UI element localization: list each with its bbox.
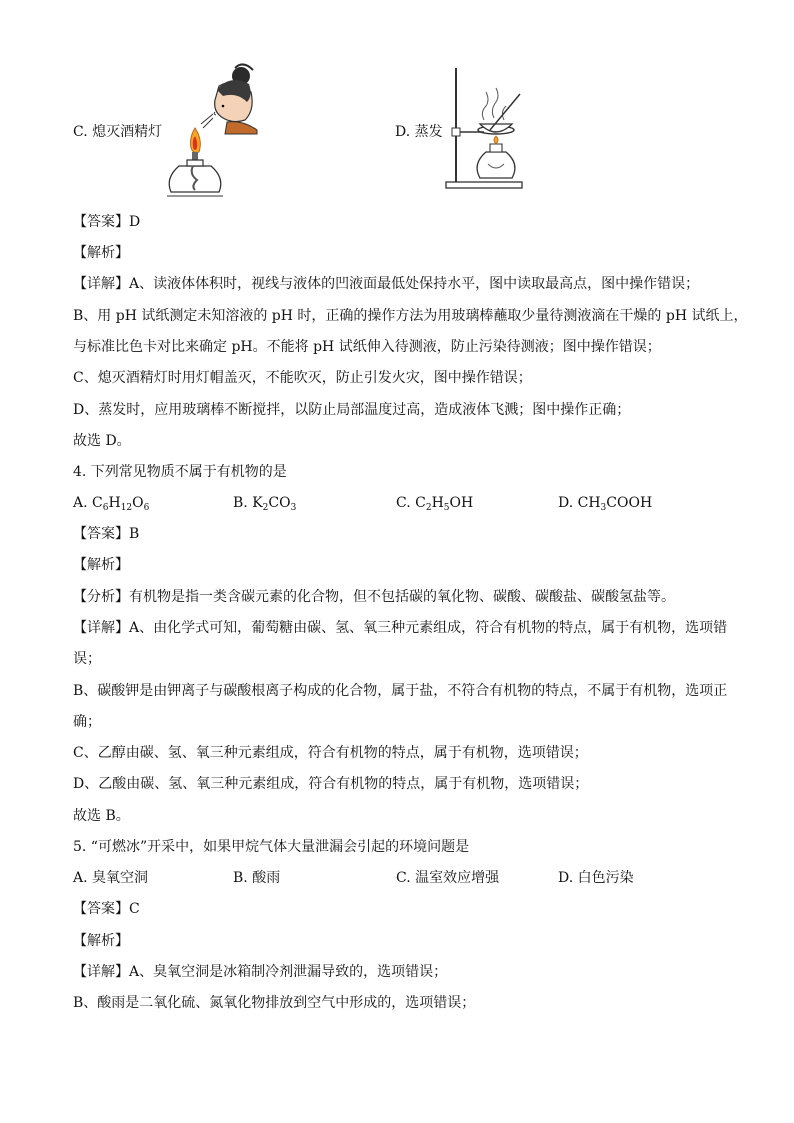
q4-explanation-line: 【分析】有机物是指一类含碳元素的化合物，但不包括碳的氧化物、碳酸、碳酸盐、碳酸氢盐等。 bbox=[73, 589, 675, 605]
evaporation-apparatus-illustration bbox=[444, 64, 524, 192]
q3-explanation-line: B、用 pH 试纸测定未知溶液的 pH 时，正确的操作方法为用玻璃棒蘸取少量待测液滴在干燥的 pH 试纸上， bbox=[73, 308, 748, 324]
option-c-label: C. 熄灭酒精灯 bbox=[73, 124, 163, 140]
q5-option-b: B. 酸雨 bbox=[233, 870, 281, 886]
q3-answer: 【答案】D bbox=[73, 214, 141, 230]
q3-explanation-line: D、蒸发时，应用玻璃棒不断搅拌，以防止局部温度过高，造成液体飞溅；图中操作正确； bbox=[73, 402, 631, 418]
q4-explanation-line: C、乙醇由碳、氢、氧三种元素组成，符合有机物的特点，属于有机物，选项错误； bbox=[73, 745, 588, 761]
q5-option-d: D. 白色污染 bbox=[558, 870, 634, 886]
q4-option-d: D. $CH_3COOH$ bbox=[558, 495, 653, 513]
q4-option-b: B. $K_2CO_3$ bbox=[233, 495, 297, 513]
q4-explanation-line: 故选 B。 bbox=[73, 808, 130, 824]
q4-explanation-line: D、乙酸由碳、氢、氧三种元素组成，符合有机物的特点，属于有机物，选项错误； bbox=[73, 776, 589, 792]
q3-explanation-line: 与标准比色卡对比来确定 pH。不能将 pH 试纸伸入待测液，防止污染待测液；图中操作错误； bbox=[73, 339, 661, 355]
q5-explanation-line: B、酸雨是二氧化硫、氮氧化物排放到空气中形成的，选项错误； bbox=[73, 995, 476, 1011]
q3-explanation-line: 【详解】A、读液体体积时，视线与液体的凹液面最低处保持水平，图中读取最高点，图中操作错误； bbox=[73, 276, 700, 292]
option-d-label: D. 蒸发 bbox=[395, 124, 443, 140]
q5-option-a: A. 臭氧空洞 bbox=[73, 870, 149, 886]
q3-analysis-heading: 【解析】 bbox=[73, 245, 129, 261]
q5-analysis-heading: 【解析】 bbox=[73, 933, 129, 949]
q4-explanation-line: B、碳酸钾是由钾离子与碳酸根离子构成的化合物，属于盐，不符合有机物的特点，不属于有机物，选项正 bbox=[73, 683, 728, 699]
q4-answer: 【答案】B bbox=[73, 526, 140, 542]
q5-answer: 【答案】C bbox=[73, 901, 140, 917]
q5-explanation-line: 【详解】A、臭氧空洞是冰箱制冷剂泄漏导致的，选项错误； bbox=[73, 964, 448, 980]
q4-explanation-line: 确； bbox=[73, 714, 101, 730]
q5-stem: 5. “可燃冰”开采中，如果甲烷气体大量泄漏会引起的环境问题是 bbox=[73, 839, 470, 855]
q4-explanation-line: 【详解】A、由化学式可知，葡萄糖由碳、氢、氧三种元素组成，符合有机物的特点，属于有机物，选项错 bbox=[73, 620, 728, 636]
q4-analysis-heading: 【解析】 bbox=[73, 557, 129, 573]
q4-option-a: A. $C_6H_{12}O_6$ bbox=[73, 495, 150, 513]
q4-stem: 4. 下列常见物质不属于有机物的是 bbox=[73, 464, 287, 480]
q5-option-c: C. 温室效应增强 bbox=[396, 870, 500, 886]
q4-option-c: C. $C_2H_5OH$ bbox=[396, 495, 474, 513]
extinguish-alcohol-lamp-illustration bbox=[163, 62, 259, 202]
q3-explanation-line: C、熄灭酒精灯时用灯帽盖灭，不能吹灭，防止引发火灾，图中操作错误； bbox=[73, 370, 532, 386]
q4-explanation-line: 误； bbox=[73, 651, 101, 667]
q3-explanation-line: 故选 D。 bbox=[73, 433, 131, 449]
